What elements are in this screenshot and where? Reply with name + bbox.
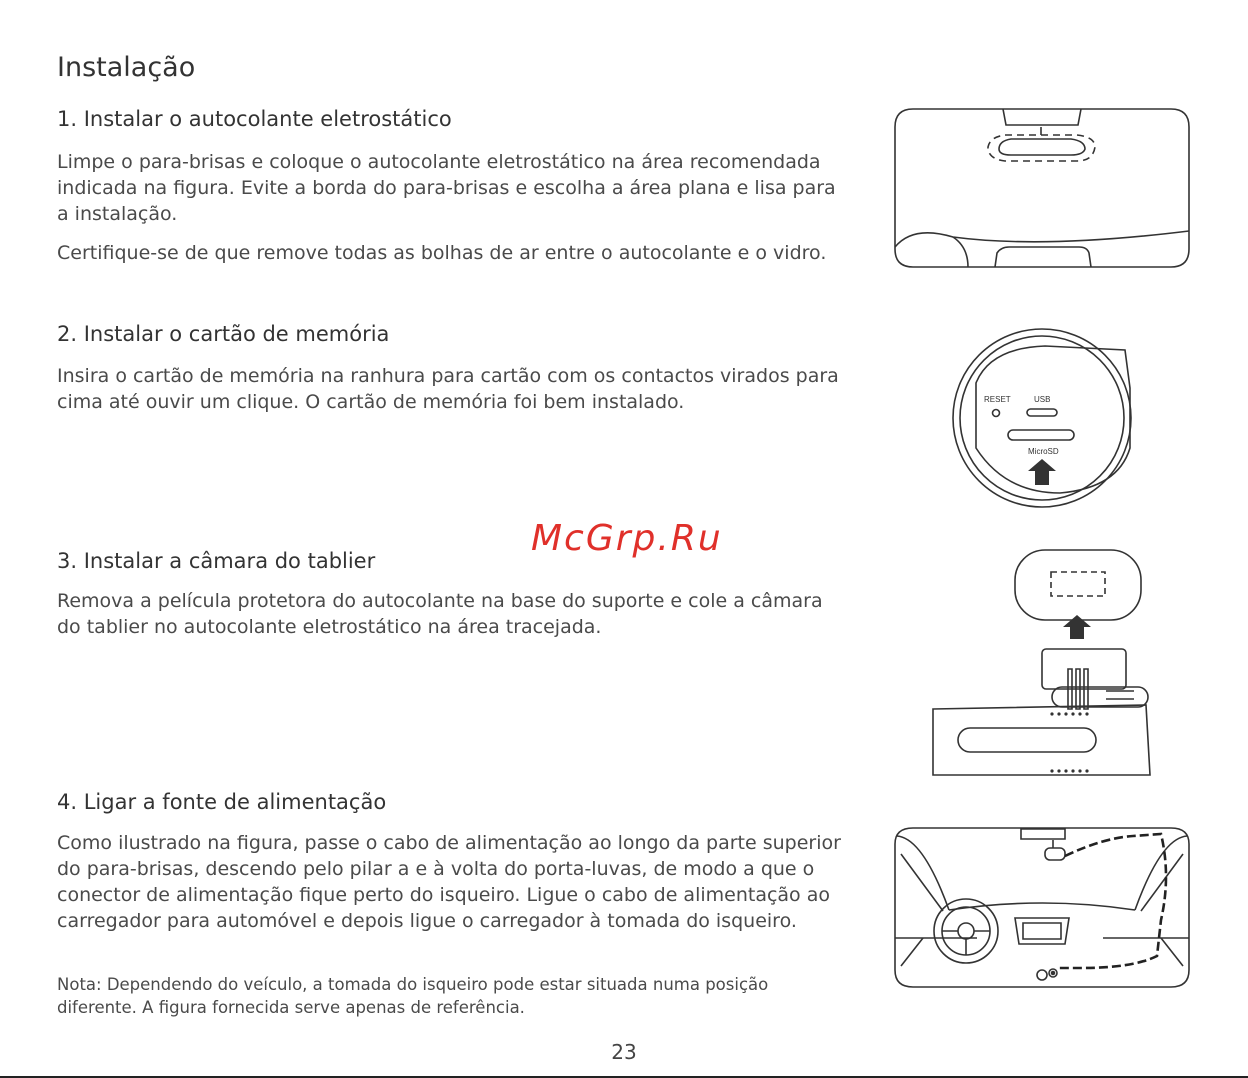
page-number: 23 [611,1040,637,1064]
section-3-heading: 3. Instalar a câmara do tablier [57,549,376,573]
reset-label: RESET [984,395,1011,404]
microsd-label: MicroSD [1028,447,1059,456]
section-4-paragraph: Como ilustrado na figura, passe o cabo de alimentação ao longo da parte superior do para-brisas, descendo pelo pilar a e à volta do porta-luvas, de modo a que o conector de alimentação fique perto do isqueiro. Ligue o cabo de alimentação ao carregador para automóvel e depois ligue o carregador à tomada do isqueiro. [57,832,841,932]
page-title: Instalação [57,52,196,83]
section-4-heading: 4. Ligar a fonte de alimentação [57,790,387,814]
watermark: McGrp.Ru [531,518,723,559]
section-1-heading: 1. Instalar o autocolante eletrostático [57,107,452,131]
figure-windshield-sticker [893,107,1191,269]
section-1-paragraph-1: Limpe o para-brisas e coloque o autocolante eletrostático na área recomendada indicada na figura. Evite a borda do para-brisas e escolha a área plana e lisa para a instalação. [57,151,836,225]
figure-memory-card-slot [950,328,1134,508]
section-4-note: Nota: Dependendo do veículo, a tomada do isqueiro pode estar situada numa posição diferente. A figura fornecida serve apenas de referência. [57,975,769,1017]
section-1-paragraph-2: Certifique-se de que remove todas as bolhas de ar entre o autocolante e o vidro. [57,242,827,264]
section-2-heading: 2. Instalar o cartão de memória [57,322,390,346]
figure-dashcam-mount [930,547,1155,777]
section-3-paragraph: Remova a película protetora do autocolante na base do suporte e cole a câmara do tablier no autocolante eletrostático na área tracejada. [57,590,823,638]
section-2-paragraph: Insira o cartão de memória na ranhura para cartão com os contactos virados para cima até ouvir um clique. O cartão de memória foi bem instalado. [57,365,839,413]
figure-cable-routing [893,826,1191,989]
usb-label: USB [1034,395,1051,404]
